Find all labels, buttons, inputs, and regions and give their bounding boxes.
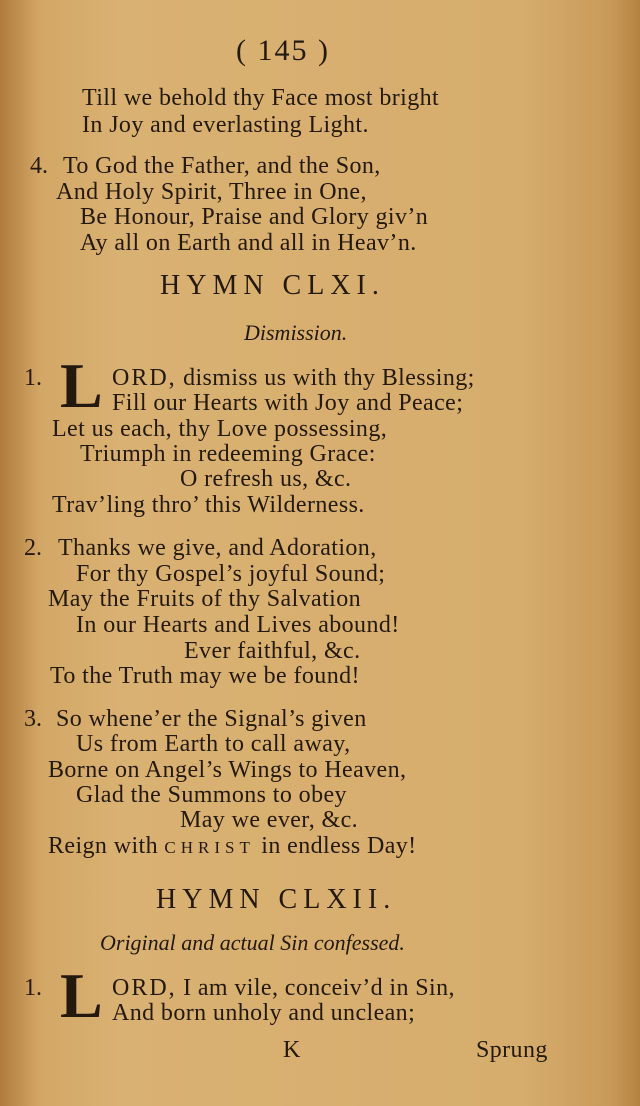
verse-number: 4. xyxy=(30,153,48,179)
page-number: ( 145 ) xyxy=(236,34,330,67)
verse-number: 1. xyxy=(24,975,42,1001)
line-end: in endless Day! xyxy=(254,833,417,859)
verse-line: Be Honour, Praise and Glory giv’n xyxy=(80,204,429,230)
verse-line: To God the Father, and the Son, xyxy=(63,153,381,179)
verse-line: Ay all on Earth and all in Heav’n. xyxy=(80,230,417,256)
verse-line: To the Truth may we be found! xyxy=(50,663,360,689)
drop-cap: L xyxy=(60,960,103,1031)
verse-line: And Holy Spirit, Three in One, xyxy=(56,179,367,205)
verse-line: May the Fruits of thy Salvation xyxy=(48,586,362,612)
first-word: ORD, xyxy=(112,975,177,1001)
verse-line: Trav’ling thro’ this Wilderness. xyxy=(52,492,365,518)
verse-number: 2. xyxy=(24,535,42,561)
first-line-rest: dismiss us with thy Blessing; xyxy=(176,365,475,391)
verse-line xyxy=(112,974,455,1002)
verse-number: 1. xyxy=(24,365,42,391)
signature-mark: K xyxy=(283,1037,301,1063)
verse-line: Triumph in redeeming Grace: xyxy=(80,441,376,467)
hymn-title: HYMN CLXI. xyxy=(160,270,385,301)
verse-line: Glad the Summons to obey xyxy=(76,782,347,808)
drop-cap: L xyxy=(60,350,103,421)
verse-line: In our Hearts and Lives abound! xyxy=(76,612,400,638)
verse-line: Ever faithful, &c. xyxy=(184,638,361,664)
verse-line: May we ever, &c. xyxy=(180,807,359,833)
hymn-subtitle: Dismission. xyxy=(244,320,348,345)
verse-line: In Joy and everlasting Light. xyxy=(82,112,369,138)
catchword: Sprung xyxy=(476,1037,548,1063)
hymn-subtitle: Original and actual Sin confessed. xyxy=(100,930,405,955)
first-word: ORD, xyxy=(112,365,177,391)
verse-line: Borne on Angel’s Wings to Heaven, xyxy=(48,757,407,783)
verse-number: 3. xyxy=(24,706,42,732)
verse-line: So whene’er the Signal’s given xyxy=(56,706,367,732)
hymn-title: HYMN CLXII. xyxy=(156,884,397,915)
verse-line: O refresh us, &c. xyxy=(180,466,352,492)
line-start: Reign with xyxy=(48,833,165,859)
verse-line: Us from Earth to call away, xyxy=(76,731,351,757)
first-line-rest: I am vile, conceiv’d in Sin, xyxy=(176,975,455,1001)
verse-line xyxy=(48,832,417,862)
verse-line xyxy=(112,364,475,392)
verse-line: Till we behold thy Face most bright xyxy=(82,85,440,111)
verse-line: For thy Gospel’s joyful Sound; xyxy=(76,561,386,587)
verse-line: Let us each, thy Love possessing, xyxy=(52,416,388,442)
verse-line: Fill our Hearts with Joy and Peace; xyxy=(112,390,464,416)
verse-line: Thanks we give, and Adoration, xyxy=(58,535,377,561)
christ-smallcaps: CHRIST xyxy=(164,838,255,857)
verse-line: And born unholy and unclean; xyxy=(112,1000,416,1026)
